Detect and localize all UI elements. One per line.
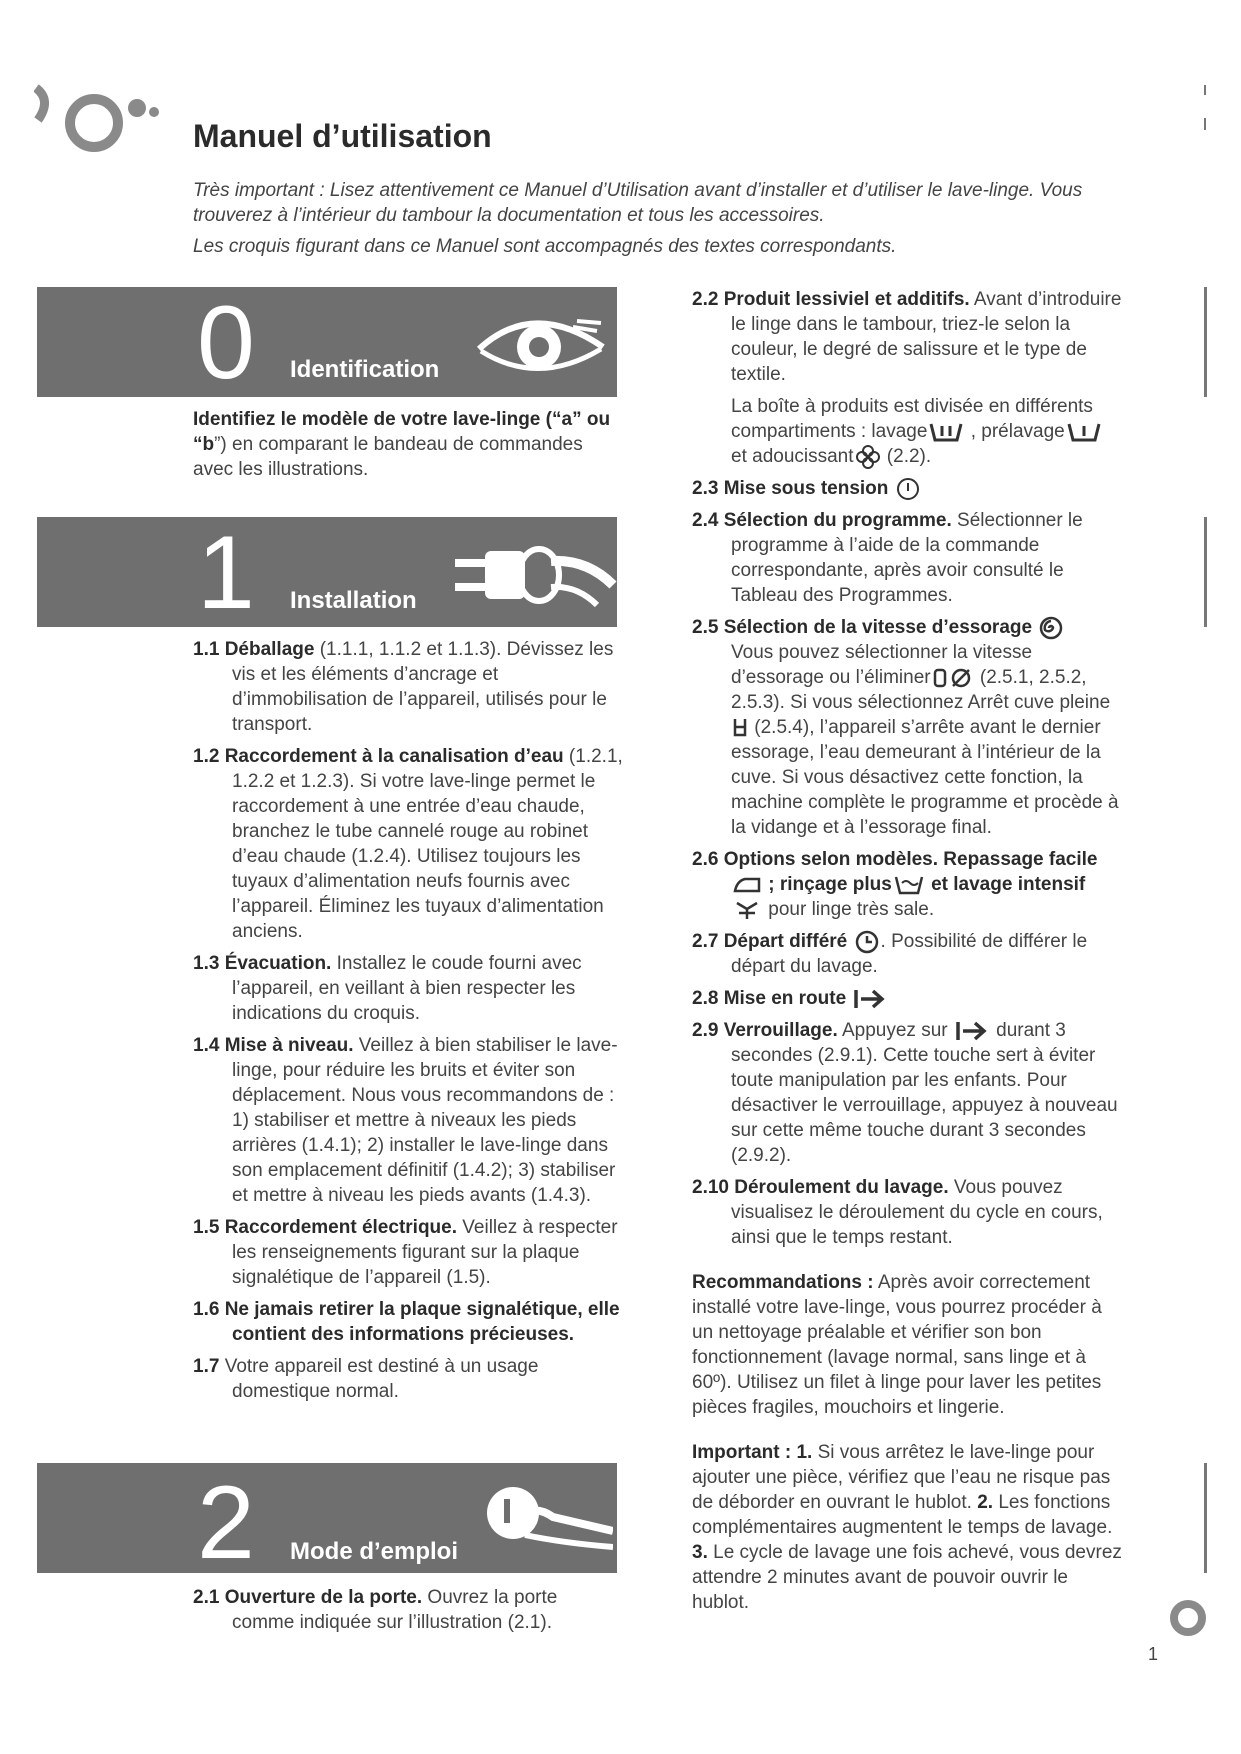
power-icon <box>896 477 920 501</box>
identification-mid: ” ou “ <box>193 409 611 455</box>
margin-rule <box>1204 517 1207 627</box>
intro-line-2: Les croquis figurant dans ce Manuel sont accompagnés des textes correspondants. <box>193 236 897 257</box>
list-item <box>193 1033 623 1208</box>
installation-list <box>193 637 623 1411</box>
extra-rinse-icon <box>894 875 924 895</box>
model-b: b <box>202 434 215 455</box>
item-text: Ouvrez la porte comme indiquée sur l’illustration (2.1). <box>232 1587 558 1633</box>
item-heading: 2.3 Mise sous tension <box>692 478 889 499</box>
right-column <box>692 287 1122 1615</box>
section-label: Identification <box>290 356 440 383</box>
item-heading: 2.10 Déroulement du lavage. <box>692 1177 949 1198</box>
item-text: . Possibilité de différer le départ du lavage. <box>731 931 1088 977</box>
list-item <box>193 744 623 944</box>
item-heading: 2.2 Produit lessiviel et additifs. <box>692 289 970 310</box>
list-item <box>692 847 1122 922</box>
clock-icon <box>855 930 879 954</box>
list-item <box>193 951 623 1026</box>
identification-rest: ”) en comparant le bandeau de commandes avec les illustrations. <box>193 434 583 480</box>
list-item <box>193 1215 623 1290</box>
wash-tub-icon <box>929 422 963 442</box>
item-text: La boîte à produits est divisée en différents compartiments : lavage <box>731 396 1093 442</box>
item-heading: 2.4 Sélection du programme. <box>692 510 952 531</box>
imp-text: Le cycle de lavage une fois achevé, vous devrez attendre 2 minutes avant de pouvoir ouvrir le hublot. <box>692 1542 1122 1613</box>
section-band-mode-emploi <box>37 1463 617 1581</box>
rinse-hold-icon <box>733 717 747 739</box>
item-heading: 1.3 Évacuation. <box>193 953 332 974</box>
list-item <box>692 287 1122 387</box>
intensive-wash-icon <box>733 899 761 921</box>
list-item <box>692 508 1122 608</box>
item-text: (1.2.1, 1.2.2 et 1.2.3). Si votre lave-linge permet le raccordement à une entrée d’eau chaude, branchez le tube cannelé rouge au robinet d’eau chaude (1.2.4). Utilisez toujours les tuyaux d’alimentation neufs fournis avec l’appareil. Éliminez les tuyaux d’alimentation anciens. <box>232 746 623 942</box>
list-item <box>193 1354 623 1404</box>
section-label: Installation <box>290 587 417 614</box>
lock-start-arrow-icon <box>955 1020 989 1042</box>
margin-rule <box>1204 85 1206 95</box>
imp-heading: Important : 1. <box>692 1442 813 1463</box>
section-band-identification <box>37 285 617 401</box>
list-item <box>193 1297 623 1347</box>
section-number: 1 <box>197 515 255 631</box>
item-text: Vous pouvez sélectionner la vitesse d’essorage ou l’éliminer <box>731 642 1033 688</box>
recommendations <box>692 1270 1122 1420</box>
list-item <box>692 476 1122 501</box>
no-spin-icon <box>933 667 973 689</box>
margin-rule <box>1204 287 1207 397</box>
item-text: (2.2). <box>881 446 932 467</box>
section-label: Mode d’emploi <box>290 1538 458 1565</box>
eye-icon <box>473 309 609 379</box>
model-a: a <box>561 409 573 430</box>
brand-logo <box>34 78 164 178</box>
spin-spiral-icon <box>1039 616 1063 640</box>
identification-text <box>193 407 623 482</box>
item-heading: 2.1 Ouverture de la porte. <box>193 1587 423 1608</box>
list-item <box>692 394 1122 469</box>
list-item <box>692 986 1122 1011</box>
item-text: pour linge très sale. <box>763 899 935 920</box>
imp-text: Les fonctions complémentaires augmentent le temps de lavage. <box>692 1492 1113 1538</box>
item-text: (1.1.1, 1.1.2 et 1.1.3). Dévissez les vis et les éléments d’ancrage et d’immobilisation de l’appareil, utilisés pour le transport. <box>232 639 614 735</box>
margin-rule <box>1204 1463 1207 1573</box>
plug-icon <box>447 535 617 621</box>
page-number: 1 <box>1148 1644 1159 1664</box>
item-text: Veillez à bien stabiliser le lave-linge, pour réduire les bruits et éviter son déplacement. Nous vous recommandons de : 1) stabiliser et mettre à niveaux les pieds arrières (1.4.1); 2) installer le lave-linge dans son emplacement définitif (1.4.2); 3) stabiliser et mettre à niveau les pieds avants (1.4.3). <box>232 1035 618 1206</box>
start-arrow-icon <box>853 988 887 1010</box>
item-heading: 2.9 Verrouillage. <box>692 1020 838 1041</box>
rec-text: Après avoir correctement installé votre lave-linge, vous pourrez procéder à un nettoyage préalable et vérifier son bon fonctionnement (lavage normal, sans linge et à 60º). Utilisez un filet à linge pour laver les petites pièces fragiles, mouchoirs et lingerie. <box>692 1272 1102 1418</box>
intro <box>193 178 1133 265</box>
identification-bold: Identifiez le modèle de votre lave-linge (“ <box>193 409 562 430</box>
item-text: Installez le coude fourni avec l’appareil, en veillant à bien respecter les indications du croquis. <box>232 953 582 1024</box>
item-heading: 1.4 Mise à niveau. <box>193 1035 354 1056</box>
finger-press-icon <box>463 1473 613 1565</box>
item-heading: 1.6 Ne jamais retirer la plaque signalétique, elle contient des informations précieuses. <box>193 1299 620 1345</box>
item-text: Avant d’introduire le linge dans le tambour, triez-le selon la couleur, le degré de salissure et le type de textile. <box>731 289 1122 385</box>
section-band-installation <box>37 515 617 631</box>
item-text: durant 3 secondes (2.9.1). Cette touche sert à éviter toute manipulation par les enfants. Pour désactiver le verrouillage, appuyez à nouveau sur cette même touche durant 3 secondes (2.9.2). <box>731 1020 1118 1166</box>
item-text: Sélectionner le programme à l’aide de la commande correspondante, après avoir consulté le Tableau des Programmes. <box>731 510 1083 606</box>
item-heading: 2.8 Mise en route <box>692 988 847 1009</box>
margin-rule <box>1204 118 1206 130</box>
mode-emploi-text <box>193 1585 623 1642</box>
list-item <box>692 1175 1122 1250</box>
list-item <box>692 1018 1122 1168</box>
item-text: Votre appareil est destiné à un usage domestique normal. <box>219 1356 539 1402</box>
item-text: Vous pouvez visualisez le déroulement du cycle en cours, ainsi que le temps restant. <box>731 1177 1103 1248</box>
imp-text: Si vous arrêtez le lave-linge pour ajouter une pièce, vérifiez que l’eau ne risque pas de déborder en ouvrant le hublot. <box>692 1442 1111 1513</box>
list-item <box>692 929 1122 979</box>
item-heading: 2.5 Sélection de la vitesse d’essorage <box>692 617 1033 638</box>
item-heading: ; rinçage plus <box>763 874 892 895</box>
section-number: 0 <box>197 285 255 401</box>
list-item <box>193 637 623 737</box>
item-text: (2.5.4), l’appareil s’arrête avant le dernier essorage, l’eau demeurant à l’intérieur de la cuve. Si vous désactivez cette fonction, la machine complète le programme et procède à la vidange et à l’essorage final. <box>731 717 1119 838</box>
rec-heading: Recommandations : <box>692 1272 874 1293</box>
item-text: (2.5.1, 2.5.2, 2.5.3). Si vous sélectionnez Arrêt cuve pleine <box>731 667 1111 713</box>
item-heading: 2.6 Options selon modèles. Repassage facile <box>692 849 1098 870</box>
imp-number: 2. <box>971 1492 994 1513</box>
item-heading: 1.5 Raccordement électrique. <box>193 1217 457 1238</box>
corner-circle-mark <box>1166 1594 1206 1642</box>
item-heading: 1.7 <box>193 1356 220 1377</box>
item-heading: 2.7 Départ différé <box>692 931 848 952</box>
item-text: Veillez à respecter les renseignements figurant sur la plaque signalétique de l’appareil (1.5). <box>232 1217 618 1288</box>
item-text: , prélavage <box>965 421 1065 442</box>
item-text: et adoucissant <box>731 446 854 467</box>
intro-line-1: Très important : Lisez attentivement ce Manuel d’Utilisation avant d’installer et d’utiliser le lave-linge. Vous trouverez à l’intérieur du tambour la documentation et tous les accessoires. <box>193 180 1083 226</box>
prewash-tub-icon <box>1067 422 1101 442</box>
imp-number: 3. <box>692 1542 708 1563</box>
section-number: 2 <box>197 1465 255 1581</box>
important-note <box>692 1440 1122 1615</box>
softener-flower-icon <box>856 445 880 469</box>
item-heading: et lavage intensif <box>925 874 1086 895</box>
item-heading: 1.2 Raccordement à la canalisation d’eau <box>193 746 564 767</box>
item-text: Appuyez sur <box>837 1020 948 1041</box>
easy-iron-icon <box>733 875 761 895</box>
list-item <box>193 1585 623 1635</box>
item-heading: 1.1 Déballage <box>193 639 315 660</box>
list-item <box>692 615 1122 840</box>
page-title: Manuel d’utilisation <box>193 118 492 154</box>
